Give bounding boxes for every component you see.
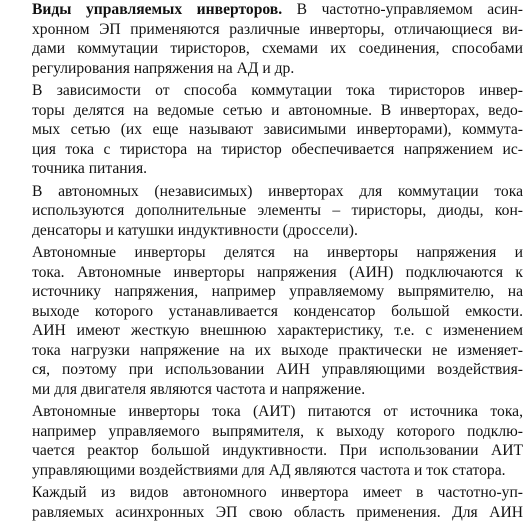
text-line: регулирования напряжения на АД и др.: [32, 59, 523, 79]
paragraph-3: [8, 182, 523, 241]
text-line: ся, поэтому при использовании АИН управляющими воздействия-: [8, 360, 523, 380]
section-heading: Виды управляемых инверторов.: [32, 1, 282, 18]
text-line: равляемых асинхронных ЭП свою область применения. Для АИН: [8, 503, 523, 522]
paragraph-5: [8, 402, 523, 480]
text-line: ми для двигателя являются частота и напряжение.: [8, 380, 523, 400]
text-run: В частотно-управляемом асин-: [282, 1, 523, 18]
text-line: В автономных (независимых) инверторах для коммутации тока: [8, 182, 523, 202]
text-line: Автономные инверторы делятся на инверторы напряжения и: [8, 243, 523, 263]
text-line: Каждый из видов автономного инвертора имеет в частотно-уп-: [8, 483, 523, 503]
text-line: денсаторы и катушки индуктивности (дроссели).: [8, 221, 523, 241]
text-line: точника питания.: [8, 159, 523, 179]
text-line: тока. Автономные инверторы напряжения (АИН) подключаются к: [8, 263, 523, 283]
paragraph-2: [8, 81, 523, 179]
text-line: используются дополнительные элементы – тиристоры, диоды, кон-: [8, 201, 523, 221]
text-line: Автономные инверторы тока (АИТ) питаются от источника тока,: [8, 402, 523, 422]
text-line: источнику напряжения, например управляемому выпрямителю, на: [8, 282, 523, 302]
text-line: например управляемого выпрямителя, к выходу которого подклю-: [8, 422, 523, 442]
text-line: тока нагрузки напряжение на их выходе практически не изменяет-: [8, 341, 523, 361]
paragraph-1: [8, 0, 523, 78]
paragraph-4: [8, 243, 523, 399]
text-line: дами коммутации тиристоров, схемами их соединения, способами: [32, 39, 523, 59]
paragraph-6: [8, 483, 523, 522]
text-line: хронном ЭП применяются различные инверторы, отличающиеся ви-: [32, 20, 523, 40]
text-line: управляющими воздействиями для АД являются частота и ток статора.: [8, 461, 523, 481]
text-line: мых сетью (их еще называют зависимыми инверторами), коммута-: [8, 120, 523, 140]
text-line: торы делятся на ведомые сетью и автономные. В инверторах, ведо-: [8, 101, 523, 121]
text-line: ция тока с тиристора на тиристор обеспечивается напряжением ис-: [8, 140, 523, 160]
text-line: чается реактор большой индуктивности. При использовании АИТ: [8, 441, 523, 461]
text-line: [32, 0, 523, 20]
text-line: выходе которого устанавливается конденсатор большой емкости.: [8, 302, 523, 322]
text-line: В зависимости от способа коммутации тока тиристоров инвер-: [8, 81, 523, 101]
text-line: АИН имеют жесткую внешнюю характеристику, т.е. с изменением: [8, 321, 523, 341]
